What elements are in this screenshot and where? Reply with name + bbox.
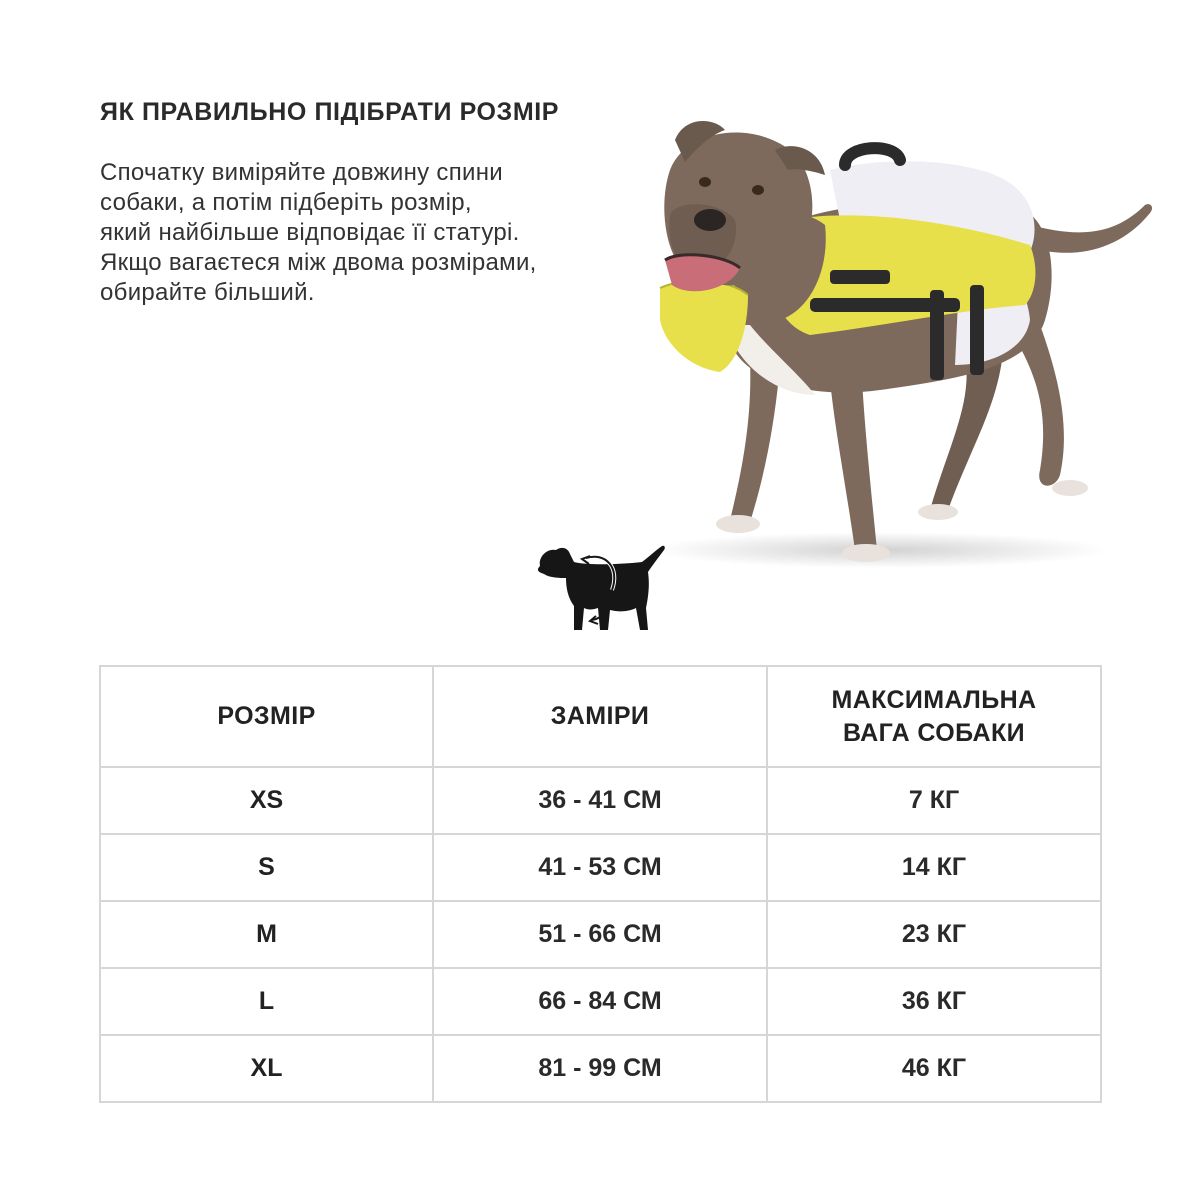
intro-line: собаки, а потім підберіть розмір, — [100, 189, 472, 216]
table-row — [100, 834, 1101, 901]
header-measure: ЗАМІРИ — [433, 666, 767, 767]
cell-measure — [433, 901, 767, 968]
intro-line: Якщо вагаєтеся між двома розмірами, — [100, 249, 537, 276]
cell-measure — [433, 1035, 767, 1102]
cell-measure-text: 81 - 99 СМ — [538, 1054, 662, 1082]
header-size: РОЗМІР — [100, 666, 433, 767]
header-max-weight-line2: ВАГА СОБАКИ — [842, 718, 1026, 747]
table-row — [100, 767, 1101, 834]
cell-weight-text: 7 КГ — [908, 786, 960, 814]
cell-size: XL — [100, 1035, 433, 1102]
cell-weight-text: 14 КГ — [901, 853, 967, 881]
cell-weight — [767, 767, 1101, 834]
cell-weight — [767, 968, 1101, 1035]
cell-size: S — [100, 834, 433, 901]
cell-measure — [433, 968, 767, 1035]
intro-line: який найбільше відповідає її статурі. — [100, 219, 520, 246]
intro-line: обирайте більший. — [100, 279, 315, 306]
cell-size: L — [100, 968, 433, 1035]
intro-line: Спочатку виміряйте довжину спини — [100, 159, 503, 186]
table-row — [100, 901, 1101, 968]
dog-in-life-vest-photo — [630, 110, 1170, 580]
size-table — [99, 665, 1102, 1103]
cell-size: M — [100, 901, 433, 968]
table-row — [100, 968, 1101, 1035]
cell-measure-text: 36 - 41 СМ — [538, 786, 662, 814]
cell-weight — [767, 1035, 1101, 1102]
cell-weight-text: 36 КГ — [901, 987, 967, 1015]
dog-back-length-measure-icon — [530, 538, 670, 638]
intro-text — [100, 158, 620, 308]
cell-weight-text: 23 КГ — [901, 920, 967, 948]
table-row — [100, 1035, 1101, 1102]
cell-measure-text: 51 - 66 СМ — [538, 920, 662, 948]
header-max-weight-line1: МАКСИМАЛЬНА — [831, 685, 1037, 714]
cell-measure — [433, 834, 767, 901]
cell-measure-text: 41 - 53 СМ — [538, 853, 662, 881]
cell-weight-text: 46 КГ — [901, 1054, 967, 1082]
cell-size: XS — [100, 767, 433, 834]
cell-measure — [433, 767, 767, 834]
header-max-weight — [767, 666, 1101, 767]
table-header-row — [100, 666, 1101, 767]
cell-measure-text: 66 - 84 СМ — [538, 987, 662, 1015]
page-title: ЯК ПРАВИЛЬНО ПІДІБРАТИ РОЗМІР — [100, 98, 560, 126]
cell-weight — [767, 834, 1101, 901]
cell-weight — [767, 901, 1101, 968]
